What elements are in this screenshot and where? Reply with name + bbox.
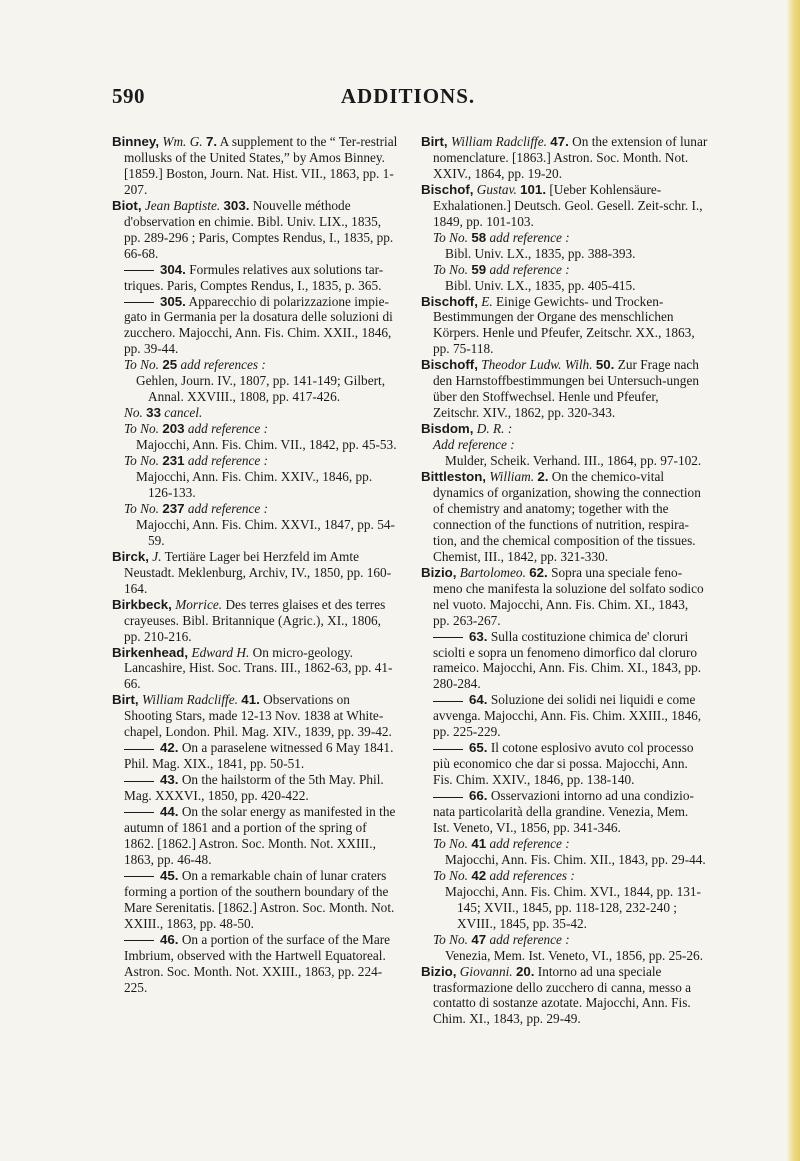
reference-label [433,437,708,453]
reference-note [421,262,708,294]
reference-instruction: add reference : [187,421,269,437]
entry-text: Nouvelle méthode d'observation en chimie. Bibl. Univ. LIX., 1835, pp. 289-296 ; Paris, Comptes Rendus, I., 1835, pp. 66-68. [124,197,394,261]
ditto-dash [124,876,154,877]
entry-number: 305. [160,293,186,309]
continuation-entry [112,740,399,772]
entry-first-name: Morrice. [175,596,223,612]
reference-number: 25 [162,357,178,373]
reference-prefix: To No. [433,931,468,947]
ditto-dash [433,749,463,750]
bibliography-entry [421,421,708,437]
bibliography-entry [421,565,708,629]
entry-text: On the chemico-vital dynamics of organization, showing the connection of chemistry and anatomy; together with the connection of the functions of nutrition, respira-tion, and the chemical composition of the tissues. Chemist, III., 1842, pp. 321-330. [433,469,701,564]
ditto-dash [433,637,463,638]
continuation-entry [421,629,708,693]
entry-text: On the hailstorm of the 5th May. Phil. Mag. XXXVI., 1850, pp. 420-422. [124,772,384,804]
ditto-dash [124,781,154,782]
entry-first-name: J. [152,548,162,564]
entry-author: Bizio, [421,963,457,979]
entry-number: 20. [515,963,535,979]
reference-citation: Majocchi, Ann. Fis. Chim. XVI., 1844, pp. 131-145; XVII., 1845, pp. 118-128, 232-240 ; XVIII., 1845, pp. 35-42. [445,883,701,931]
entry-number: 45. [160,867,179,883]
continuation-entry [421,788,708,836]
reference-number: 203 [162,421,185,437]
entry-first-name: Jean Baptiste. [144,197,221,213]
bibliography-entry [112,597,399,645]
entry-author: Bittleston, [421,469,487,485]
entry-text: [Ueber Kohlensäure-Exhalationen.] Deutsch. Geol. Gesell. Zeit-schr. I., 1849, pp. 101-103. [433,181,703,229]
entry-first-name: William Radcliffe. [450,134,547,149]
reference-label [124,453,399,469]
bibliography-entry [421,964,708,1028]
bibliography-entry [421,182,708,230]
ditto-dash [124,749,154,750]
entry-text: On micro-geology. Lancashire, Hist. Soc. Trans. III., 1862-63, pp. 41-66. [124,644,393,692]
entry-text: Il cotone esplosivo avuto col processo più economico che dar si possa. Majocchi, Ann. Fis. Chim. XXIV., 1846, pp. 138-140. [433,740,694,788]
entry-number: 2. [537,469,549,485]
reference-note [112,501,399,549]
entry-text: On a remarkable chain of lunar craters forming a portion of the southern boundary of the Mare Serenitatis. [1862.] Astron. Soc. Month. Not. XXIII., 1863, pp. 48-50. [124,867,395,931]
reference-note [112,405,399,421]
reference-instruction: add reference : [489,835,570,851]
entry-text: A supplement to the “ Ter-restrial mollusks of the United States,” by Amos Binney. [1859.] Boston, Journ. Nat. Hist. VII., 1863, pp. 1-207. [124,134,398,197]
reference-prefix: To No. [433,261,468,277]
left-column [112,134,399,1027]
reference-prefix: To No. [124,421,159,437]
entry-number: 64. [469,692,488,708]
entry-number: 65. [469,740,488,756]
reference-number: 47 [471,931,487,947]
reference-label [433,230,708,246]
entry-text: Osservazioni intorno ad una condizio-nata particolarità della grandine. Venezia, Mem. Ist. Veneto, VI., 1856, pp. 341-346. [433,788,694,835]
entry-author: Bizio, [421,564,457,580]
entry-text: Des terres glaises et des terres crayeuses. Bibl. Britannique (Agric.), XI., 1806, pp. 210-216. [124,596,386,644]
continuation-entry [421,692,708,740]
reference-citation: Gehlen, Journ. IV., 1807, pp. 141-149; Gilbert, Annal. XXVIII., 1808, pp. 417-426. [136,373,386,405]
reference-prefix: To No. [124,453,159,469]
entry-text: Zur Frage nach den Harnstoffbestimmungen bei Untersuch-ungen über den Stoffwechsel. Henle und Pfeufer, Zeitschr. XIV., 1862, pp. 320-343. [433,357,699,421]
reference-citation: Majocchi, Ann. Fis. Chim. VII., 1842, pp. 45-53. [136,437,397,453]
entry-text: On the solar energy as manifested in the autumn of 1861 and a portion of the spring of 1862. [1862.] Astron. Soc. Month. Not. XXIII., 1863, pp. 46-48. [124,804,396,867]
bibliography-entry [421,294,708,358]
entry-number: 62. [529,564,548,580]
continuation-entry [112,868,399,932]
reference-prefix: To No. [124,500,159,516]
entry-number: 50. [595,357,615,373]
entry-author: Bisdom, [421,421,474,437]
continuation-entry [421,740,708,788]
reference-label [124,421,399,437]
entry-text: Apparecchio di polarizzazione impie-gato in Germania per la dosatura delle soluzioni di zucchero. Majocchi, Ann. Fis. Chim. XXII., 1846, pp. 39-44. [124,293,393,357]
bibliography-entry [112,549,399,597]
reference-number: 33 [146,405,161,421]
reference-note [421,868,708,932]
bibliography-entry [421,134,708,182]
reference-number: 231 [162,453,185,469]
entry-number: 46. [160,931,179,947]
entry-first-name: William Radcliffe. [141,692,238,708]
reference-instruction: add reference : [489,261,570,277]
entry-first-name: Gustav. [476,181,517,197]
reference-citation: Bibl. Univ. LX., 1835, pp. 405-415. [445,277,636,293]
entry-first-name: D. R. : [476,421,513,437]
entry-author: Bischoff, [421,293,478,309]
entry-first-name: Theodor Ludw. Wilh. [481,357,593,373]
page-edge [786,0,800,1161]
entry-number: 304. [160,261,186,277]
reference-number: 42 [471,867,487,883]
reference-instruction: add references : [489,867,575,883]
entry-number: 47. [550,134,569,149]
entry-text: Einige Gewichts- und Trocken-Bestimmungen der Organe des menschlichen Körpers. Henle und Pfeufer, Zeitschr. XX., 1863, pp. 75-118. [433,293,695,357]
entry-first-name: Bartolomeo. [459,564,526,580]
entry-first-name: Giovanni. [459,963,513,979]
entry-author: Birck, [112,548,149,564]
reference-citation: Venezia, Mem. Ist. Veneto, VI., 1856, pp. 25-26. [445,947,704,963]
continuation-entry [112,772,399,804]
reference-number: 41 [471,835,487,851]
entry-number: 7. [205,134,218,149]
reference-note [112,453,399,501]
ditto-dash [124,812,154,813]
entry-first-name: Edward H. [191,644,250,660]
entry-number: 101. [520,181,547,197]
reference-citation: Bibl. Univ. LX., 1835, pp. 388-393. [445,245,636,261]
entry-text: Tertiäre Lager bei Herzfeld im Amte Neustadt. Meklenburg, Archiv, IV., 1850, pp. 160-164. [124,548,392,596]
reference-label [124,405,399,421]
reference-citation: Mulder, Scheik. Verhand. III., 1864, pp. 97-102. [445,453,702,469]
ditto-dash [124,270,154,271]
reference-instruction: add references : [180,357,266,373]
reference-citation: Majocchi, Ann. Fis. Chim. XXVI., 1847, pp. 54-59. [136,516,395,548]
columns [112,134,708,1027]
entry-author: Biot, [112,197,142,213]
reference-instruction: add reference : [187,453,269,469]
entry-first-name: E. [481,293,493,309]
reference-label [124,501,399,517]
entry-text: Soluzione dei solidi nei liquidi e come avvenga. Majocchi, Ann. Fis. Chim. XXIII., 1846, pp. 225-229. [433,692,702,740]
entry-text: Formules relatives aux solutions tar-triques. Paris, Comptes Rendus, I., 1835, p. 365. [124,261,384,293]
reference-note [112,357,399,405]
reference-note [421,932,708,964]
continuation-entry [112,262,399,294]
entry-author: Binney, [112,134,160,149]
entry-number: 44. [160,804,179,820]
continuation-entry [112,294,399,358]
entry-number: 41. [241,692,260,708]
continuation-entry [112,804,399,868]
reference-note [112,421,399,453]
ditto-dash [433,797,463,798]
entry-text: Sulla costituzione chimica de' cloruri sciolti e sopra un fenomeno dimorfico dal cloruro rameico. Majocchi, Ann. Fis. Chim. XI., 1843, pp. 280-284. [433,628,702,692]
reference-number: 237 [162,500,185,516]
reference-instruction: Add reference : [433,437,515,453]
entry-number: 42. [160,740,179,756]
reference-label [433,932,708,948]
reference-prefix: To No. [433,867,468,883]
reference-instruction: add reference : [489,229,570,245]
reference-citation: Majocchi, Ann. Fis. Chim. XXIV., 1846, pp. 126-133. [136,469,373,500]
reference-note [421,230,708,262]
reference-citation: Majocchi, Ann. Fis. Chim. XII., 1843, pp. 29-44. [445,851,706,867]
reference-label [433,868,708,884]
entry-number: 63. [469,628,488,644]
reference-instruction: cancel. [164,405,203,421]
entry-author: Birt, [112,692,139,708]
entry-number: 66. [469,788,488,804]
bibliography-entry [112,645,399,693]
entry-first-name: Wm. G. [162,134,203,149]
ditto-dash [433,701,463,702]
entry-author: Birkenhead, [112,644,189,660]
reference-label [433,836,708,852]
reference-prefix: No. [124,405,143,421]
reference-prefix: To No. [433,229,468,245]
page-number: 590 [112,84,145,108]
entry-number: 303. [223,197,250,213]
reference-instruction: add reference : [187,500,269,516]
entry-text: On the extension of lunar nomenclature. [1863.] Astron. Soc. Month. Not. XXIV., 1864, pp. 19-20. [433,134,708,181]
reference-prefix: To No. [433,835,468,851]
entry-text: Intorno ad una speciale trasformazione dello zucchero di canna, messo a contatto di sostanze azotate. Majocchi, Ann. Fis. Chim. XI., 1843, pp. 29-49. [433,963,692,1027]
entry-author: Bischof, [421,181,474,197]
ditto-dash [124,940,154,941]
running-title: ADDITIONS. [340,84,476,108]
continuation-entry [112,932,399,996]
bibliography-entry [112,198,399,262]
bibliography-entry [112,692,399,740]
right-column [421,134,708,1027]
reference-label [433,262,708,278]
entry-author: Bischoff, [421,357,478,373]
reference-prefix: To No. [124,357,159,373]
entry-text: On a paraselene witnessed 6 May 1841. Phil. Mag. XIX., 1841, pp. 50-51. [124,740,394,772]
entry-text: Observations on Shooting Stars, made 12-13 Nov. 1838 at White-chapel, London. Phil. Mag. XIV., 1839, pp. 39-42. [124,692,392,740]
bibliography-entry [421,469,708,565]
reference-number: 58 [471,229,487,245]
reference-note [421,836,708,868]
entry-first-name: William. [489,469,535,485]
entry-number: 43. [160,772,179,788]
reference-number: 59 [471,261,487,277]
ditto-dash [124,302,154,303]
entry-author: Birkbeck, [112,596,172,612]
page-header [112,84,704,116]
bibliography-entry [112,134,399,198]
reference-note [421,437,708,469]
bibliography-entry [421,357,708,421]
reference-instruction: add reference : [489,931,570,947]
entry-text: Sopra una speciale feno-meno che manifesta la soluzione del solfato sodico nel vuoto. Majocchi, Ann. Fis. Chim. XI., 1843, pp. 263-267. [433,564,704,628]
entry-text: On a portion of the surface of the Mare Imbrium, observed with the Hartwell Equatoreal. Astron. Soc. Month. Not. XXIII., 1863, pp. 224-225. [124,931,391,995]
entry-author: Birt, [421,134,448,149]
reference-label [124,357,399,373]
